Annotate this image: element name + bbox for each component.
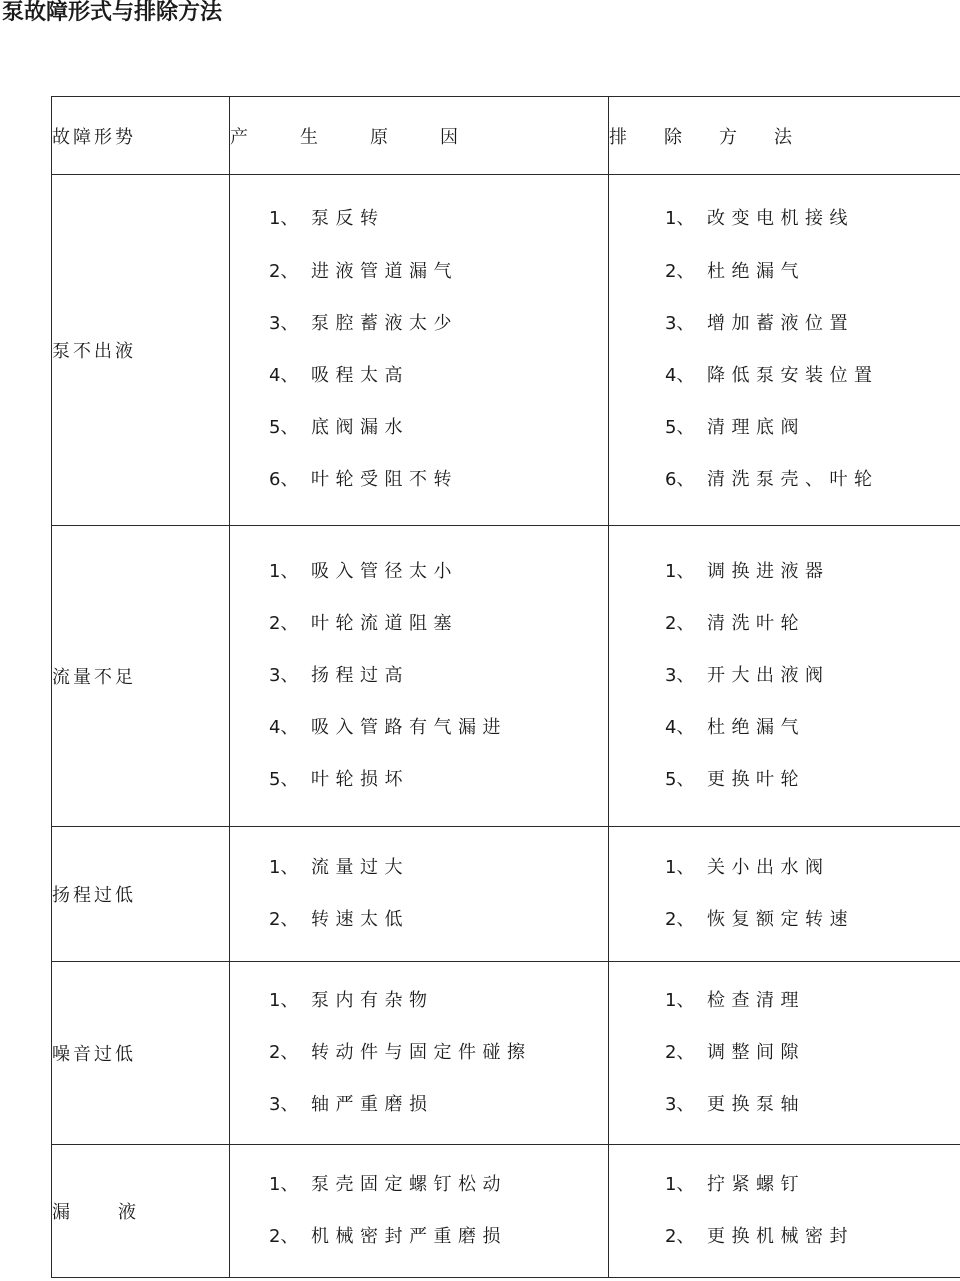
item-text: 降低泵安装位置: [707, 365, 879, 386]
header-cause: [230, 97, 609, 175]
header-remedy-char: 除: [664, 126, 682, 148]
table-header-row: [52, 97, 960, 175]
item-text: 吸入管径太小: [311, 560, 458, 582]
fault-cell: [52, 1145, 230, 1278]
item-text: 叶轮受阻不转: [311, 469, 458, 491]
item-text: 泵壳固定螺钉松动: [311, 1173, 507, 1195]
item-number: 1、: [269, 856, 299, 878]
header-cause-char: 因: [440, 126, 458, 148]
list-item: [269, 193, 608, 245]
list-item: [269, 894, 608, 946]
item-number: 1、: [269, 1173, 299, 1195]
item-text: 扬程过高: [311, 664, 409, 686]
list-item: [665, 1211, 960, 1263]
cause-cell: [230, 827, 609, 962]
item-number: 1、: [665, 1173, 695, 1195]
list-item: [269, 702, 608, 754]
remedy-cell: [609, 175, 960, 526]
item-number: 2、: [665, 1041, 695, 1063]
item-text: 底阀漏水: [311, 417, 409, 439]
item-text: 泵内有杂物: [311, 989, 434, 1011]
list-item: [269, 350, 608, 402]
header-remedy-char: 排: [609, 126, 627, 148]
item-text: 流量过大: [311, 856, 409, 878]
item-text: 机械密封严重磨损: [311, 1226, 507, 1247]
item-text: 吸入管路有气漏进: [311, 717, 507, 739]
list-item: [269, 454, 608, 506]
item-number: 1、: [665, 208, 695, 230]
item-number: 1、: [269, 208, 299, 230]
list-item: [269, 246, 608, 298]
table-row: [52, 1145, 960, 1278]
item-number: 1、: [665, 856, 695, 878]
list-item: [665, 975, 960, 1027]
item-number: 5、: [665, 769, 695, 791]
item-number: 1、: [269, 989, 299, 1011]
remedy-cell: [609, 962, 960, 1145]
list-item: [665, 1159, 960, 1211]
item-number: 2、: [665, 909, 695, 930]
list-item: [269, 402, 608, 454]
cause-cell: [230, 962, 609, 1145]
item-number: 5、: [269, 417, 299, 439]
list-item: [269, 1079, 608, 1131]
item-number: 3、: [269, 312, 299, 334]
list-item: [665, 754, 960, 806]
item-number: 2、: [269, 260, 299, 282]
list-item: [665, 842, 960, 894]
item-text: 转动件与固定件碰擦: [311, 1041, 532, 1063]
item-text: 检查清理: [707, 989, 805, 1011]
item-text: 增加蓄液位置: [707, 312, 854, 334]
item-number: 5、: [269, 769, 299, 791]
item-number: 6、: [269, 469, 299, 491]
item-number: 2、: [269, 1226, 299, 1247]
list-item: [665, 1079, 960, 1131]
item-number: 4、: [269, 365, 299, 386]
list-item: [665, 298, 960, 350]
list-item: [269, 298, 608, 350]
item-text: 调整间隙: [707, 1041, 805, 1063]
remedy-cell: [609, 827, 960, 962]
fault-cell: 扬程过低: [52, 827, 230, 962]
header-remedy-char: 法: [774, 126, 792, 148]
list-item: [269, 546, 608, 598]
remedy-cell: [609, 1145, 960, 1278]
list-item: [665, 350, 960, 402]
item-number: 4、: [665, 365, 695, 386]
fault-cell: 流量不足: [52, 526, 230, 827]
list-item: [269, 975, 608, 1027]
table-row: [52, 526, 960, 827]
item-text: 泵腔蓄液太少: [311, 312, 458, 334]
list-item: [665, 246, 960, 298]
item-number: 2、: [665, 1226, 695, 1247]
remedy-cell: [609, 526, 960, 827]
item-text: 改变电机接线: [707, 208, 854, 230]
list-item: [665, 402, 960, 454]
item-number: 1、: [665, 560, 695, 582]
list-item: [665, 193, 960, 245]
item-number: 3、: [269, 664, 299, 686]
cause-cell: [230, 1145, 609, 1278]
list-item: [269, 1211, 608, 1263]
item-text: 拧紧螺钉: [707, 1173, 805, 1195]
item-number: 6、: [665, 469, 695, 491]
item-text: 杜绝漏气: [707, 717, 805, 739]
header-remedy: [609, 97, 960, 175]
item-text: 清洗泵壳、叶轮: [707, 469, 879, 491]
item-number: 1、: [269, 560, 299, 582]
item-text: 关小出水阀: [707, 856, 830, 878]
item-text: 更换叶轮: [707, 769, 805, 791]
item-text: 调换进液器: [707, 560, 830, 582]
item-number: 3、: [665, 312, 695, 334]
item-number: 3、: [665, 664, 695, 686]
table-row: [52, 175, 960, 526]
list-item: [269, 598, 608, 650]
header-cause-char: 原: [370, 126, 388, 148]
item-number: 2、: [269, 909, 299, 930]
list-item: [269, 1159, 608, 1211]
item-number: 3、: [269, 1094, 299, 1116]
item-number: 1、: [665, 989, 695, 1011]
list-item: [665, 454, 960, 506]
header-remedy-char: 方: [719, 126, 737, 148]
fault-cell: 泵不出液: [52, 175, 230, 526]
item-number: 2、: [665, 260, 695, 282]
list-item: [665, 1027, 960, 1079]
item-text: 更换泵轴: [707, 1094, 805, 1116]
item-text: 清理底阀: [707, 417, 805, 439]
fault-cell-char: 漏: [52, 1202, 70, 1223]
item-number: 4、: [665, 717, 695, 739]
item-number: 5、: [665, 417, 695, 439]
fault-cell: 噪音过低: [52, 962, 230, 1145]
list-item: [269, 754, 608, 806]
item-text: 吸程太高: [311, 365, 409, 386]
list-item: [269, 1027, 608, 1079]
table-row: [52, 827, 960, 962]
list-item: [665, 650, 960, 702]
item-text: 叶轮流道阻塞: [311, 612, 458, 634]
list-item: [665, 894, 960, 946]
item-text: 清洗叶轮: [707, 612, 805, 634]
list-item: [665, 546, 960, 598]
item-text: 进液管道漏气: [311, 260, 458, 282]
item-text: 恢复额定转速: [707, 909, 854, 930]
list-item: [665, 702, 960, 754]
list-item: [665, 598, 960, 650]
item-number: 2、: [269, 1041, 299, 1063]
header-cause-char: 生: [300, 126, 318, 148]
item-text: 杜绝漏气: [707, 260, 805, 282]
item-number: 4、: [269, 717, 299, 739]
item-text: 转速太低: [311, 909, 409, 930]
list-item: [269, 650, 608, 702]
cause-cell: [230, 526, 609, 827]
header-cause-char: 产: [230, 126, 248, 148]
header-fault: 故障形势: [52, 97, 230, 175]
item-number: 2、: [269, 612, 299, 634]
item-text: 更换机械密封: [707, 1226, 854, 1247]
table-row: [52, 962, 960, 1145]
fault-cell-char: 液: [118, 1202, 136, 1223]
item-text: 开大出液阀: [707, 664, 830, 686]
page-title: 泵故障形式与排除方法: [2, 0, 223, 25]
list-item: [269, 842, 608, 894]
item-number: 3、: [665, 1094, 695, 1116]
cause-cell: [230, 175, 609, 526]
item-number: 2、: [665, 612, 695, 634]
item-text: 轴严重磨损: [311, 1094, 434, 1116]
item-text: 叶轮损坏: [311, 769, 409, 791]
item-text: 泵反转: [311, 208, 385, 230]
fault-table: [51, 96, 960, 1278]
